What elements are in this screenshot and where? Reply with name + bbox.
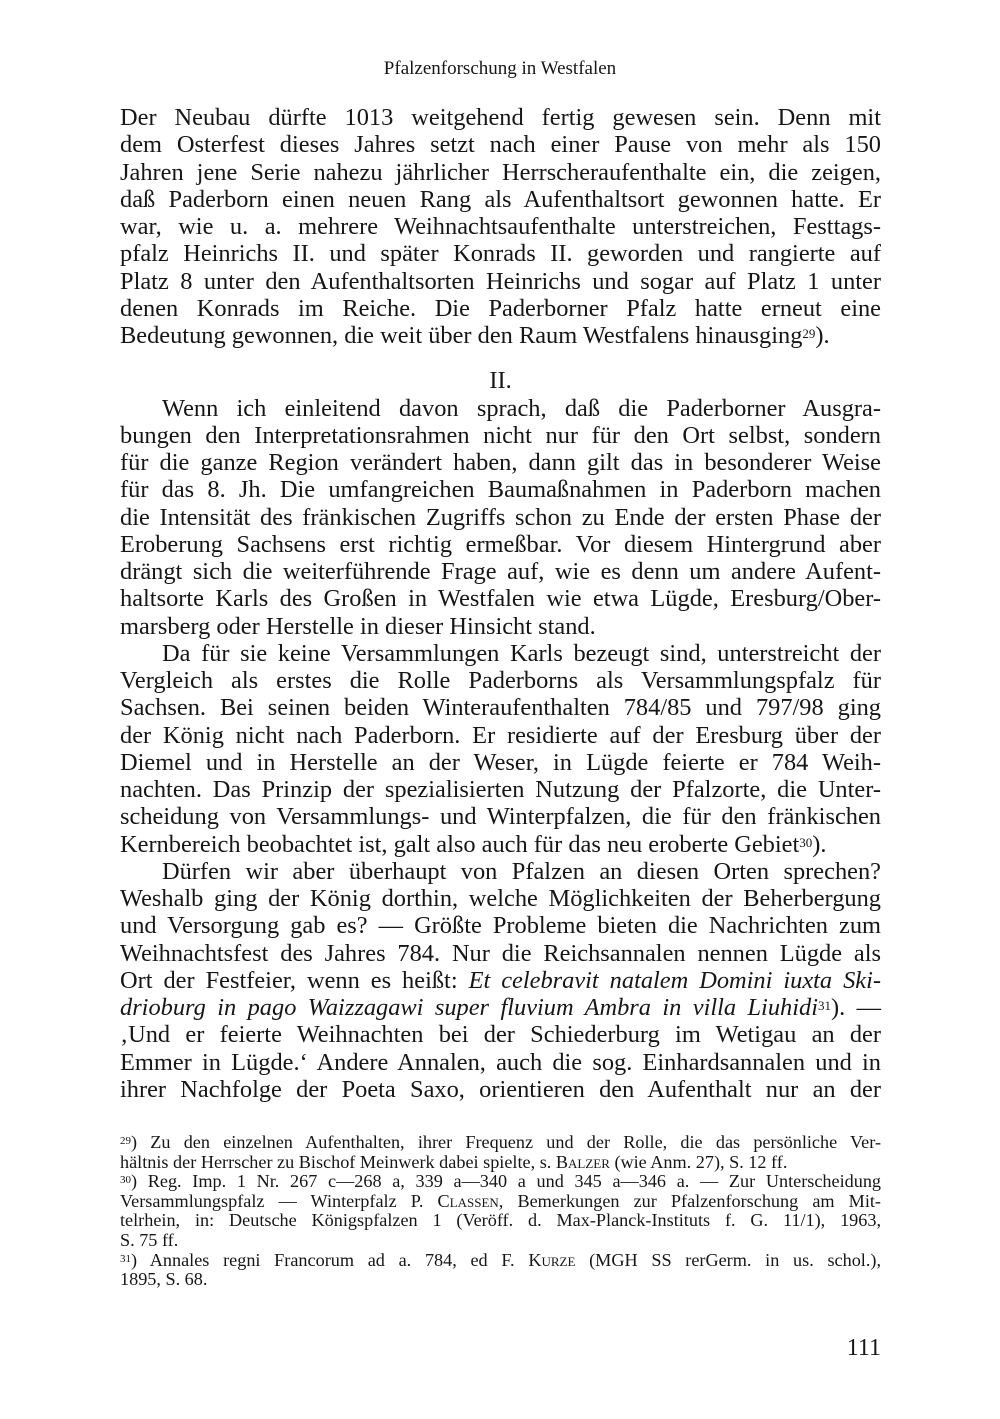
footnote-text: hältnis der Herrscher zu Bischof Meinwerk dabei spielte, s. [120,1151,556,1172]
author-name: Classen [437,1190,499,1211]
text-line: dem Osterfest dieses Jahres setzt nach einer Pause von mehr als 150 [120,131,881,159]
text-line: Vergleich als erstes die Rolle Paderborns als Versammlungspfalz für [120,667,881,694]
text-line: Sachsen. Bei seinen beiden Winteraufenthalten 784/85 und 797/98 ging [120,694,881,722]
spacer [120,349,881,367]
text-line [120,831,881,858]
footnote-text: ) Zu den einzelnen Aufenthalten, ihrer Frequenz und der Rolle, die das persönliche Ver- [131,1132,881,1152]
text-line: Der Neubau dürfte 1013 weitgehend fertig gewesen sein. Denn mit [120,104,881,131]
text-line: Platz 8 unter den Aufenthaltsorten Heinrichs und sogar auf Platz 1 unter [120,267,881,295]
text-line: haltsorte Karls des Großen in Westfalen wie etwa Lügde, Eresburg/Ober- [120,585,881,613]
text-line: daß Paderborn einen neuen Rang als Aufenthaltsort gewonnen hatte. Er [120,185,881,213]
latin-quote: Et celebravit natalem Domini iuxta Ski- [468,966,881,994]
footnote-line: telrhein, in: Deutsche Königspfalzen 1 (Veröff. d. Max-Planck-Instituts f. G. 11/1), 1963, [120,1210,881,1231]
footnote-text: ) Annales regni Francorum ad a. 784, ed F. [131,1249,529,1270]
latin-quote: drioburg in pago Waizzagawi super fluvium Ambra in villa Liuhidi [120,994,818,1021]
text-line: Dürfen wir aber überhaupt von Pfalzen an diesen Orten sprechen? [162,857,881,885]
text-line: Emmer in Lügde.‘ Andere Annalen, auch die sog. Einhardsannalen und in [120,1048,881,1076]
page-number: 111 [846,1335,881,1361]
footnote-text: , Bemerkungen zur Pfalzenforschung am Mit- [498,1190,881,1211]
main-text [120,104,881,1103]
footnote-line [120,1251,881,1271]
text-line: für die ganze Region verändert haben, dann gilt das in besonderer Weise [120,449,881,476]
footnote-number: 29 [120,1135,131,1147]
text-line: scheidung von Versammlungs- und Winterpfalzen, die für den fränkischen [120,803,881,831]
footnote-text: (wie Anm. 27), S. 12 ff. [609,1151,788,1172]
text-segment: ). [815,322,830,349]
text-line: Wenn ich einleitend davon sprach, daß die Paderborner Ausgra- [162,394,881,422]
text-line: war, wie u. a. mehrere Weihnachtsaufenthalte unterstreichen, Festtags- [120,213,881,240]
text-line: ‚Und er feierte Weihnachten bei der Schiederburg im Wetigau an der [120,1021,881,1049]
text-line: Jahren jene Serie nahezu jährlicher Herrscheraufenthalte ein, die zeigen, [120,158,881,186]
footnote-text: Versammlungspfalz — Winterpfalz P. [120,1190,438,1211]
text-line: pfalz Heinrichs II. und später Konrads II. geworden und rangierte auf [120,240,881,268]
footnote-text: (MGH SS rerGerm. in us. schol.), [575,1249,881,1270]
footnote-ref: 31 [817,998,831,1013]
footnote-line: S. 75 ff. [120,1229,179,1250]
text-segment: ). [812,830,827,858]
text-line: Diemel und in Herstelle an der Weser, in Lügde feierte er 784 Weih- [120,748,881,776]
footnote-line [120,1192,881,1212]
footnote-ref: 29 [802,326,816,341]
text-line [120,967,881,994]
footnote-text: ) Reg. Imp. 1 Nr. 267 c—268 a, 339 a—340 a und 345 a—346 a. — Zur Unterscheidung [131,1171,881,1192]
text-line [120,322,881,349]
text-line: bungen den Interpretationsrahmen nicht nur für den Ort selbst, sondern [120,421,881,449]
text-line [120,994,881,1021]
text-line: Weshalb ging der König dorthin, welche Möglichkeiten der Beherbergung [120,885,881,912]
text-line: nachten. Das Prinzip der spezialisierten Nutzung der Pfalzorte, die Unter- [120,776,881,803]
text-line: denen Konrads im Reiche. Die Paderborner Pfalz hatte erneut eine [120,294,881,322]
text-segment: Bedeutung gewonnen, die weit über den Raum Westfalens hinausging [120,322,803,349]
text-line: und Versorgung gab es? — Größte Probleme bieten die Nachrichten zum [120,912,881,940]
footnotes [120,1133,881,1290]
text-segment: ). — [830,994,881,1021]
footnote-ref: 30 [799,834,813,850]
text-line: Weihnachtsfest des Jahres 784. Nur die Reichsannalen nennen Lügde als [120,939,881,967]
footnote-line [120,1172,881,1192]
text-line: Da für sie keine Versammlungen Karls bezeugt sind, unterstreicht der [162,639,881,667]
text-line: ihrer Nachfolge der Poeta Saxo, orientieren den Aufenthalt nur an der [120,1075,881,1103]
text-line: für das 8. Jh. Die umfangreichen Baumaßnahmen in Paderborn machen [120,476,881,504]
footnote-line [120,1133,881,1153]
running-head: Pfalzenforschung in Westfalen [383,58,617,79]
text-segment: Kernbereich beobachtet ist, galt also auch für das neu eroberte Gebiet [120,830,800,858]
text-segment: Ort der Festfeier, wenn es heißt: [120,966,469,994]
text-line: drängt sich die weiterführende Frage auf, wie es denn um andere Aufent- [120,558,881,585]
text-line: marsberg oder Herstelle in dieser Hinsicht stand. [120,612,596,640]
text-line: Eroberung Sachsens erst richtig ermeßbar. Vor diesem Hintergrund aber [120,530,881,558]
footnote-line: 1895, S. 68. [120,1269,208,1290]
author-name: Balzer [555,1151,610,1172]
section-heading: II. [489,367,512,395]
footnote-number: 31 [120,1252,131,1265]
text-line: die Intensität des fränkischen Zugriffs schon zu Ende der ersten Phase der [120,503,881,531]
author-name: Kurze [528,1249,576,1270]
text-line: der König nicht nach Paderborn. Er residierte auf der Eresburg über der [120,721,881,749]
footnote-line [120,1153,881,1173]
footnote-number: 30 [120,1174,131,1187]
